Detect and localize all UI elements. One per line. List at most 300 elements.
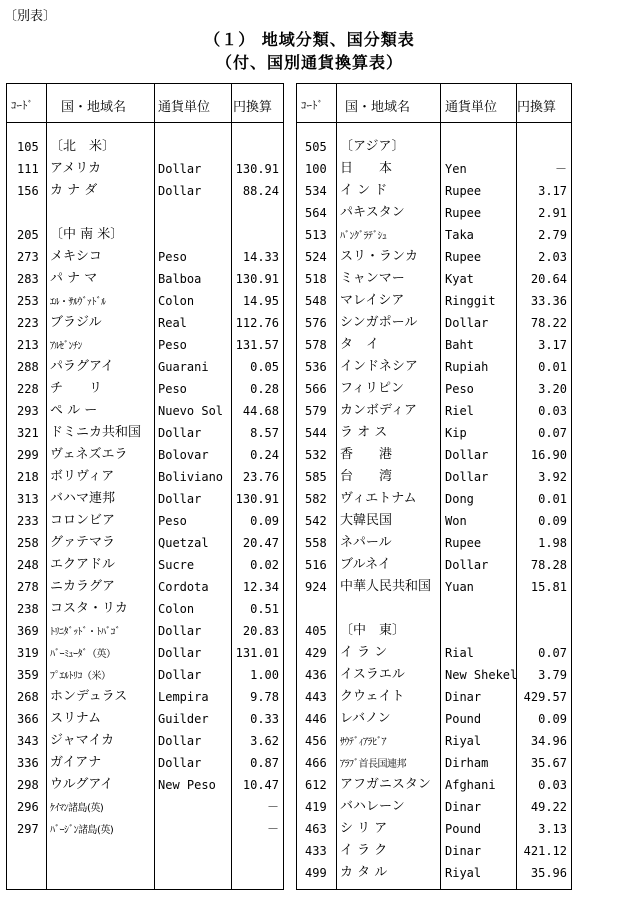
cell-code: 436	[305, 668, 327, 682]
cell-code: 405	[305, 624, 327, 638]
cell-currency: Dinar	[445, 690, 482, 704]
table-row	[297, 334, 571, 356]
cell-rate: 0.03	[538, 404, 567, 418]
cell-country-name: フィリピン	[340, 381, 404, 396]
table-row	[7, 818, 283, 840]
cell-country-name: 日 本	[340, 161, 393, 176]
cell-currency: Dollar	[158, 492, 202, 506]
cell-country-name: イスラエル	[340, 667, 405, 682]
header-currency: 通貨単位	[158, 100, 211, 115]
cell-country-name: ジャマイカ	[50, 733, 115, 748]
cell-currency: Real	[158, 316, 187, 330]
table-row	[7, 202, 283, 224]
cell-currency: Nuevo Sol	[158, 404, 224, 418]
cell-currency: Riyal	[445, 734, 482, 748]
cell-rate: 0.01	[538, 492, 567, 506]
cell-code: 238	[17, 602, 39, 616]
table-row	[7, 796, 283, 818]
cell-country-name: 〔中 東〕	[340, 623, 406, 638]
cell-code: 319	[17, 646, 39, 660]
cell-currency: Kip	[445, 426, 467, 440]
table-row	[297, 158, 571, 180]
cell-currency: Afghani	[445, 778, 496, 792]
cell-code: 213	[17, 338, 39, 352]
cell-country-name: ﾄﾘﾆﾀﾞｯﾄﾞ・ﾄﾊﾞｺﾞ	[50, 627, 120, 638]
cell-rate: 14.33	[242, 250, 279, 264]
cell-country-name: マレイシア	[340, 293, 405, 308]
cell-rate: 0.02	[250, 558, 279, 572]
cell-currency: Peso	[158, 338, 187, 352]
cell-country-name: ｴﾙ・ｻﾙｳﾞｧﾄﾞﾙ	[50, 297, 106, 308]
cell-code: 544	[305, 426, 327, 440]
cell-rate: 0.03	[538, 778, 567, 792]
cell-rate: 131.57	[235, 338, 279, 352]
cell-rate: 49.22	[530, 800, 567, 814]
table-row	[7, 422, 283, 444]
cell-country-name: メキシコ	[50, 249, 102, 264]
cell-currency: Guarani	[158, 360, 209, 374]
cell-code: 456	[305, 734, 327, 748]
cell-country-name: スリナム	[50, 711, 102, 726]
table-row	[297, 224, 571, 246]
cell-code: 542	[305, 514, 327, 528]
table-row	[7, 708, 283, 730]
cell-code: 924	[305, 580, 327, 594]
header-code: ｺｰﾄﾞ	[11, 99, 33, 112]
table-row	[7, 136, 283, 158]
cell-code: 223	[17, 316, 39, 330]
cell-code: 513	[305, 228, 327, 242]
cell-rate: 20.64	[530, 272, 567, 286]
cell-country-name: バハレーン	[340, 799, 405, 814]
table-row	[7, 290, 283, 312]
cell-currency: Rial	[445, 646, 474, 660]
header-currency: 通貨単位	[445, 100, 498, 115]
cell-code: 499	[305, 866, 327, 880]
cell-currency: Cordota	[158, 580, 209, 594]
cell-currency: Dong	[445, 492, 474, 506]
cell-country-name: ホンデュラス	[50, 689, 128, 704]
table-row	[297, 686, 571, 708]
cell-currency: Peso	[158, 382, 187, 396]
cell-country-name: ミャンマー	[340, 271, 405, 286]
cell-code: 429	[305, 646, 327, 660]
cell-rate: 130.91	[235, 162, 279, 176]
cell-currency: Riel	[445, 404, 474, 418]
cell-rate: 0.07	[538, 426, 567, 440]
cell-country-name: ﾊﾞﾝｸﾞﾗﾃﾞｼｭ	[340, 231, 387, 242]
cell-country-name: ﾊﾞｰﾐｭｰﾀﾞ（英）	[50, 649, 116, 660]
cell-code: 156	[17, 184, 39, 198]
cell-rate: 2.91	[538, 206, 567, 220]
cell-code: 258	[17, 536, 39, 550]
cell-currency: Sucre	[158, 558, 195, 572]
cell-country-name: ﾊﾞｰｼﾞﾝ諸島(英)	[50, 825, 114, 836]
page-title: （１） 地域分類、国分類表	[204, 30, 415, 49]
table-row	[7, 664, 283, 686]
cell-code: 516	[305, 558, 327, 572]
cell-rate: 0.33	[250, 712, 279, 726]
cell-code: 273	[17, 250, 39, 264]
cell-country-name: ペ ル ー	[50, 403, 98, 418]
cell-code: 566	[305, 382, 327, 396]
cell-rate: 112.76	[235, 316, 279, 330]
cell-rate: 131.01	[235, 646, 279, 660]
cell-code: 100	[305, 162, 327, 176]
cell-rate: 10.47	[242, 778, 279, 792]
cell-rate: 3.79	[538, 668, 567, 682]
table-row	[7, 444, 283, 466]
cell-country-name: アメリカ	[50, 161, 102, 176]
cell-rate: 0.28	[250, 382, 279, 396]
cell-country-name: コロンビア	[50, 513, 116, 528]
cell-country-name: ブルネイ	[340, 557, 391, 572]
table-row	[7, 356, 283, 378]
cell-rate: 15.81	[530, 580, 567, 594]
cell-rate: 88.24	[242, 184, 279, 198]
table-row	[7, 686, 283, 708]
table-row	[297, 554, 571, 576]
cell-rate: 20.47	[242, 536, 279, 550]
cell-currency: Guilder	[158, 712, 209, 726]
page-subtitle: （付、国別通貨換算表）	[215, 53, 403, 72]
cell-currency: Dollar	[445, 470, 489, 484]
table-row	[297, 422, 571, 444]
cell-country-name: ｻｳﾃﾞｨｱﾗﾋﾞｱ	[340, 737, 386, 748]
cell-code: 343	[17, 734, 39, 748]
cell-rate: 3.17	[538, 338, 567, 352]
cell-rate: 3.62	[250, 734, 279, 748]
table-row	[7, 488, 283, 510]
cell-code: 278	[17, 580, 39, 594]
cell-country-name: 香 港	[340, 447, 393, 462]
cell-currency: Taka	[445, 228, 474, 242]
cell-currency: Quetzal	[158, 536, 209, 550]
cell-rate: 0.24	[250, 448, 279, 462]
cell-code: 248	[17, 558, 39, 572]
cell-rate: 130.91	[235, 492, 279, 506]
cell-rate: 3.13	[538, 822, 567, 836]
cell-rate: 16.90	[530, 448, 567, 462]
header-rate: 円換算	[233, 100, 273, 115]
table-row	[7, 268, 283, 290]
cell-rate: 429.57	[523, 690, 567, 704]
table-row	[297, 378, 571, 400]
cell-country-name: タ イ	[340, 337, 380, 352]
cell-rate: 0.09	[538, 712, 567, 726]
table-row	[7, 158, 283, 180]
cell-country-name: ｹｲﾏﾝ諸島(英)	[50, 803, 104, 814]
cell-country-name: エクアドル	[50, 557, 116, 572]
cell-code: 218	[17, 470, 39, 484]
table-row	[297, 532, 571, 554]
header-name: 国・地域名	[61, 100, 127, 115]
cell-code: 612	[305, 778, 327, 792]
header-code: ｺｰﾄﾞ	[301, 99, 323, 112]
cell-country-name: ブラジル	[50, 315, 102, 330]
table-row	[297, 510, 571, 532]
cell-rate: 3.17	[538, 184, 567, 198]
cell-currency: Dollar	[158, 426, 202, 440]
table-row	[297, 312, 571, 334]
cell-rate: 33.36	[530, 294, 567, 308]
cell-country-name: ドミニカ共和国	[50, 425, 142, 440]
cell-code: 296	[17, 800, 39, 814]
appendix-tag: 〔別表〕	[4, 9, 57, 24]
cell-code: 111	[17, 162, 39, 176]
cell-code: 536	[305, 360, 327, 374]
table-row	[297, 290, 571, 312]
table-row	[7, 576, 283, 598]
cell-country-name: ニカラグア	[50, 579, 116, 594]
cell-country-name: イ ラ ク	[340, 843, 388, 858]
cell-country-name: グァテマラ	[50, 535, 116, 550]
table-row	[297, 444, 571, 466]
cell-currency: Dollar	[445, 448, 489, 462]
cell-rate: 0.07	[538, 646, 567, 660]
cell-country-name: ボリヴィア	[50, 469, 115, 484]
cell-code: 297	[17, 822, 39, 836]
table-row	[297, 862, 571, 884]
cell-country-name: バハマ連邦	[50, 491, 116, 506]
cell-rate: －	[554, 162, 567, 176]
cell-rate: 3.92	[538, 470, 567, 484]
cell-country-name: ｱﾗﾌﾞ首長国連邦	[340, 759, 406, 770]
cell-currency: Boliviano	[158, 470, 224, 484]
cell-code: 579	[305, 404, 327, 418]
table-row	[297, 774, 571, 796]
cell-currency: Kyat	[445, 272, 474, 286]
cell-country-name: 台 湾	[340, 469, 393, 484]
cell-code: 548	[305, 294, 327, 308]
cell-country-name: 〔中 南 米〕	[50, 227, 124, 242]
header-divider	[297, 122, 571, 123]
table-row	[297, 400, 571, 422]
cell-code: 233	[17, 514, 39, 528]
table-row	[7, 334, 283, 356]
cell-currency: Dollar	[158, 734, 202, 748]
cell-country-name: コスタ・リカ	[50, 601, 128, 616]
cell-rate: 9.78	[250, 690, 279, 704]
cell-country-name: ネパール	[340, 535, 392, 550]
left-table	[6, 83, 284, 890]
cell-code: 558	[305, 536, 327, 550]
cell-currency: Lempira	[158, 690, 209, 704]
cell-rate: 34.96	[530, 734, 567, 748]
cell-currency: Dinar	[445, 800, 482, 814]
cell-code: 253	[17, 294, 39, 308]
cell-currency: Pound	[445, 712, 482, 726]
cell-rate: 3.20	[538, 382, 567, 396]
cell-country-name: ﾌﾟｴﾙﾄﾘｺ（米）	[50, 671, 111, 682]
cell-currency: Dollar	[158, 756, 202, 770]
cell-country-name: ガイアナ	[50, 755, 102, 770]
cell-code: 505	[305, 140, 327, 154]
header-divider	[7, 122, 283, 123]
table-row	[297, 180, 571, 202]
cell-rate: 78.22	[530, 316, 567, 330]
cell-rate: 0.87	[250, 756, 279, 770]
cell-code: 283	[17, 272, 39, 286]
table-row	[297, 466, 571, 488]
cell-country-name: パラグアイ	[50, 359, 114, 374]
cell-code: 336	[17, 756, 39, 770]
cell-rate: 14.95	[242, 294, 279, 308]
table-row	[7, 400, 283, 422]
table-row	[297, 840, 571, 862]
table-row	[7, 730, 283, 752]
header-rate: 円換算	[517, 100, 557, 115]
cell-code: 369	[17, 624, 39, 638]
cell-currency: Pound	[445, 822, 482, 836]
table-row	[7, 554, 283, 576]
cell-rate: －	[266, 822, 279, 836]
table-row	[297, 356, 571, 378]
cell-code: 576	[305, 316, 327, 330]
cell-country-name: 大韓民国	[340, 513, 393, 528]
cell-country-name: 〔アジア〕	[340, 139, 405, 154]
cell-code: 466	[305, 756, 327, 770]
cell-currency: Rupee	[445, 536, 482, 550]
cell-country-name: チ リ	[50, 381, 103, 396]
cell-code: 298	[17, 778, 39, 792]
cell-country-name: パ ナ マ	[50, 271, 98, 286]
cell-code: 534	[305, 184, 327, 198]
cell-country-name: アフガニスタン	[340, 777, 431, 792]
cell-rate: 1.98	[538, 536, 567, 550]
table-row	[297, 202, 571, 224]
cell-code: 582	[305, 492, 327, 506]
cell-code: 524	[305, 250, 327, 264]
cell-rate: 78.28	[530, 558, 567, 572]
cell-country-name: インドネシア	[340, 359, 418, 374]
table-row	[7, 642, 283, 664]
cell-currency: New Peso	[158, 778, 216, 792]
table-row	[297, 818, 571, 840]
cell-currency: Rupee	[445, 184, 482, 198]
cell-code: 564	[305, 206, 327, 220]
cell-currency: Yuan	[445, 580, 474, 594]
cell-currency: Yen	[445, 162, 467, 176]
cell-country-name: カ ナ ダ	[50, 183, 98, 198]
cell-rate: 35.96	[530, 866, 567, 880]
cell-rate: 8.57	[250, 426, 279, 440]
cell-country-name: ｱﾙｾﾞﾝﾁﾝ	[50, 341, 82, 352]
table-row	[7, 246, 283, 268]
cell-code: 443	[305, 690, 327, 704]
cell-currency: Colon	[158, 602, 195, 616]
cell-code: 585	[305, 470, 327, 484]
cell-rate: 0.51	[250, 602, 279, 616]
cell-code: 313	[17, 492, 39, 506]
cell-code: 518	[305, 272, 327, 286]
table-row	[7, 752, 283, 774]
cell-code: 105	[17, 140, 39, 154]
table-row	[7, 466, 283, 488]
cell-country-name: パキスタン	[340, 205, 405, 220]
cell-country-name: イ ラ ン	[340, 645, 388, 660]
cell-country-name: シンガポール	[340, 315, 418, 330]
cell-country-name: イ ン ド	[340, 183, 388, 198]
cell-currency: Peso	[158, 514, 187, 528]
cell-code: 532	[305, 448, 327, 462]
cell-rate: 0.09	[538, 514, 567, 528]
table-row	[297, 576, 571, 598]
cell-country-name: カ タ ル	[340, 865, 388, 880]
cell-currency: Dollar	[158, 624, 202, 638]
table-row	[297, 488, 571, 510]
table-row	[7, 224, 283, 246]
table-row	[297, 620, 571, 642]
cell-currency: Riyal	[445, 866, 482, 880]
cell-code: 419	[305, 800, 327, 814]
cell-code: 463	[305, 822, 327, 836]
cell-currency: Baht	[445, 338, 474, 352]
cell-rate: 130.91	[235, 272, 279, 286]
cell-currency: Rupiah	[445, 360, 489, 374]
table-row	[297, 752, 571, 774]
table-row	[7, 378, 283, 400]
cell-code: 228	[17, 382, 39, 396]
table-row	[297, 796, 571, 818]
table-row	[7, 774, 283, 796]
table-row	[297, 268, 571, 290]
cell-currency: Balboa	[158, 272, 202, 286]
table-row	[297, 246, 571, 268]
table-row	[297, 642, 571, 664]
cell-country-name: ヴェネズエラ	[50, 447, 128, 462]
cell-country-name: 〔北 米〕	[50, 139, 116, 154]
cell-currency: Dinar	[445, 844, 482, 858]
cell-code: 293	[17, 404, 39, 418]
table-row	[7, 312, 283, 334]
cell-rate: 20.83	[242, 624, 279, 638]
cell-rate: 2.03	[538, 250, 567, 264]
cell-currency: New Shekel	[445, 668, 518, 682]
table-row	[7, 598, 283, 620]
cell-rate: 1.00	[250, 668, 279, 682]
right-table	[296, 83, 572, 890]
cell-currency: Peso	[445, 382, 474, 396]
table-row	[7, 532, 283, 554]
table-row	[7, 620, 283, 642]
cell-country-name: シ リ ア	[340, 821, 388, 836]
cell-currency: Colon	[158, 294, 195, 308]
cell-currency: Won	[445, 514, 467, 528]
cell-rate: 12.34	[242, 580, 279, 594]
header-name: 国・地域名	[345, 100, 411, 115]
cell-code: 359	[17, 668, 39, 682]
table-row	[7, 510, 283, 532]
cell-currency: Dollar	[445, 558, 489, 572]
cell-currency: Dirham	[445, 756, 489, 770]
cell-country-name: レバノン	[340, 711, 391, 726]
table-row	[297, 730, 571, 752]
table-row	[297, 664, 571, 686]
cell-currency: Peso	[158, 250, 187, 264]
table-row	[297, 598, 571, 620]
cell-currency: Rupee	[445, 206, 482, 220]
cell-code: 299	[17, 448, 39, 462]
cell-rate: 44.68	[242, 404, 279, 418]
table-row	[297, 136, 571, 158]
cell-rate: 0.05	[250, 360, 279, 374]
cell-country-name: スリ・ランカ	[340, 249, 419, 264]
cell-currency: Rupee	[445, 250, 482, 264]
cell-currency: Dollar	[158, 162, 202, 176]
cell-code: 446	[305, 712, 327, 726]
cell-country-name: ヴィエトナム	[340, 491, 417, 506]
